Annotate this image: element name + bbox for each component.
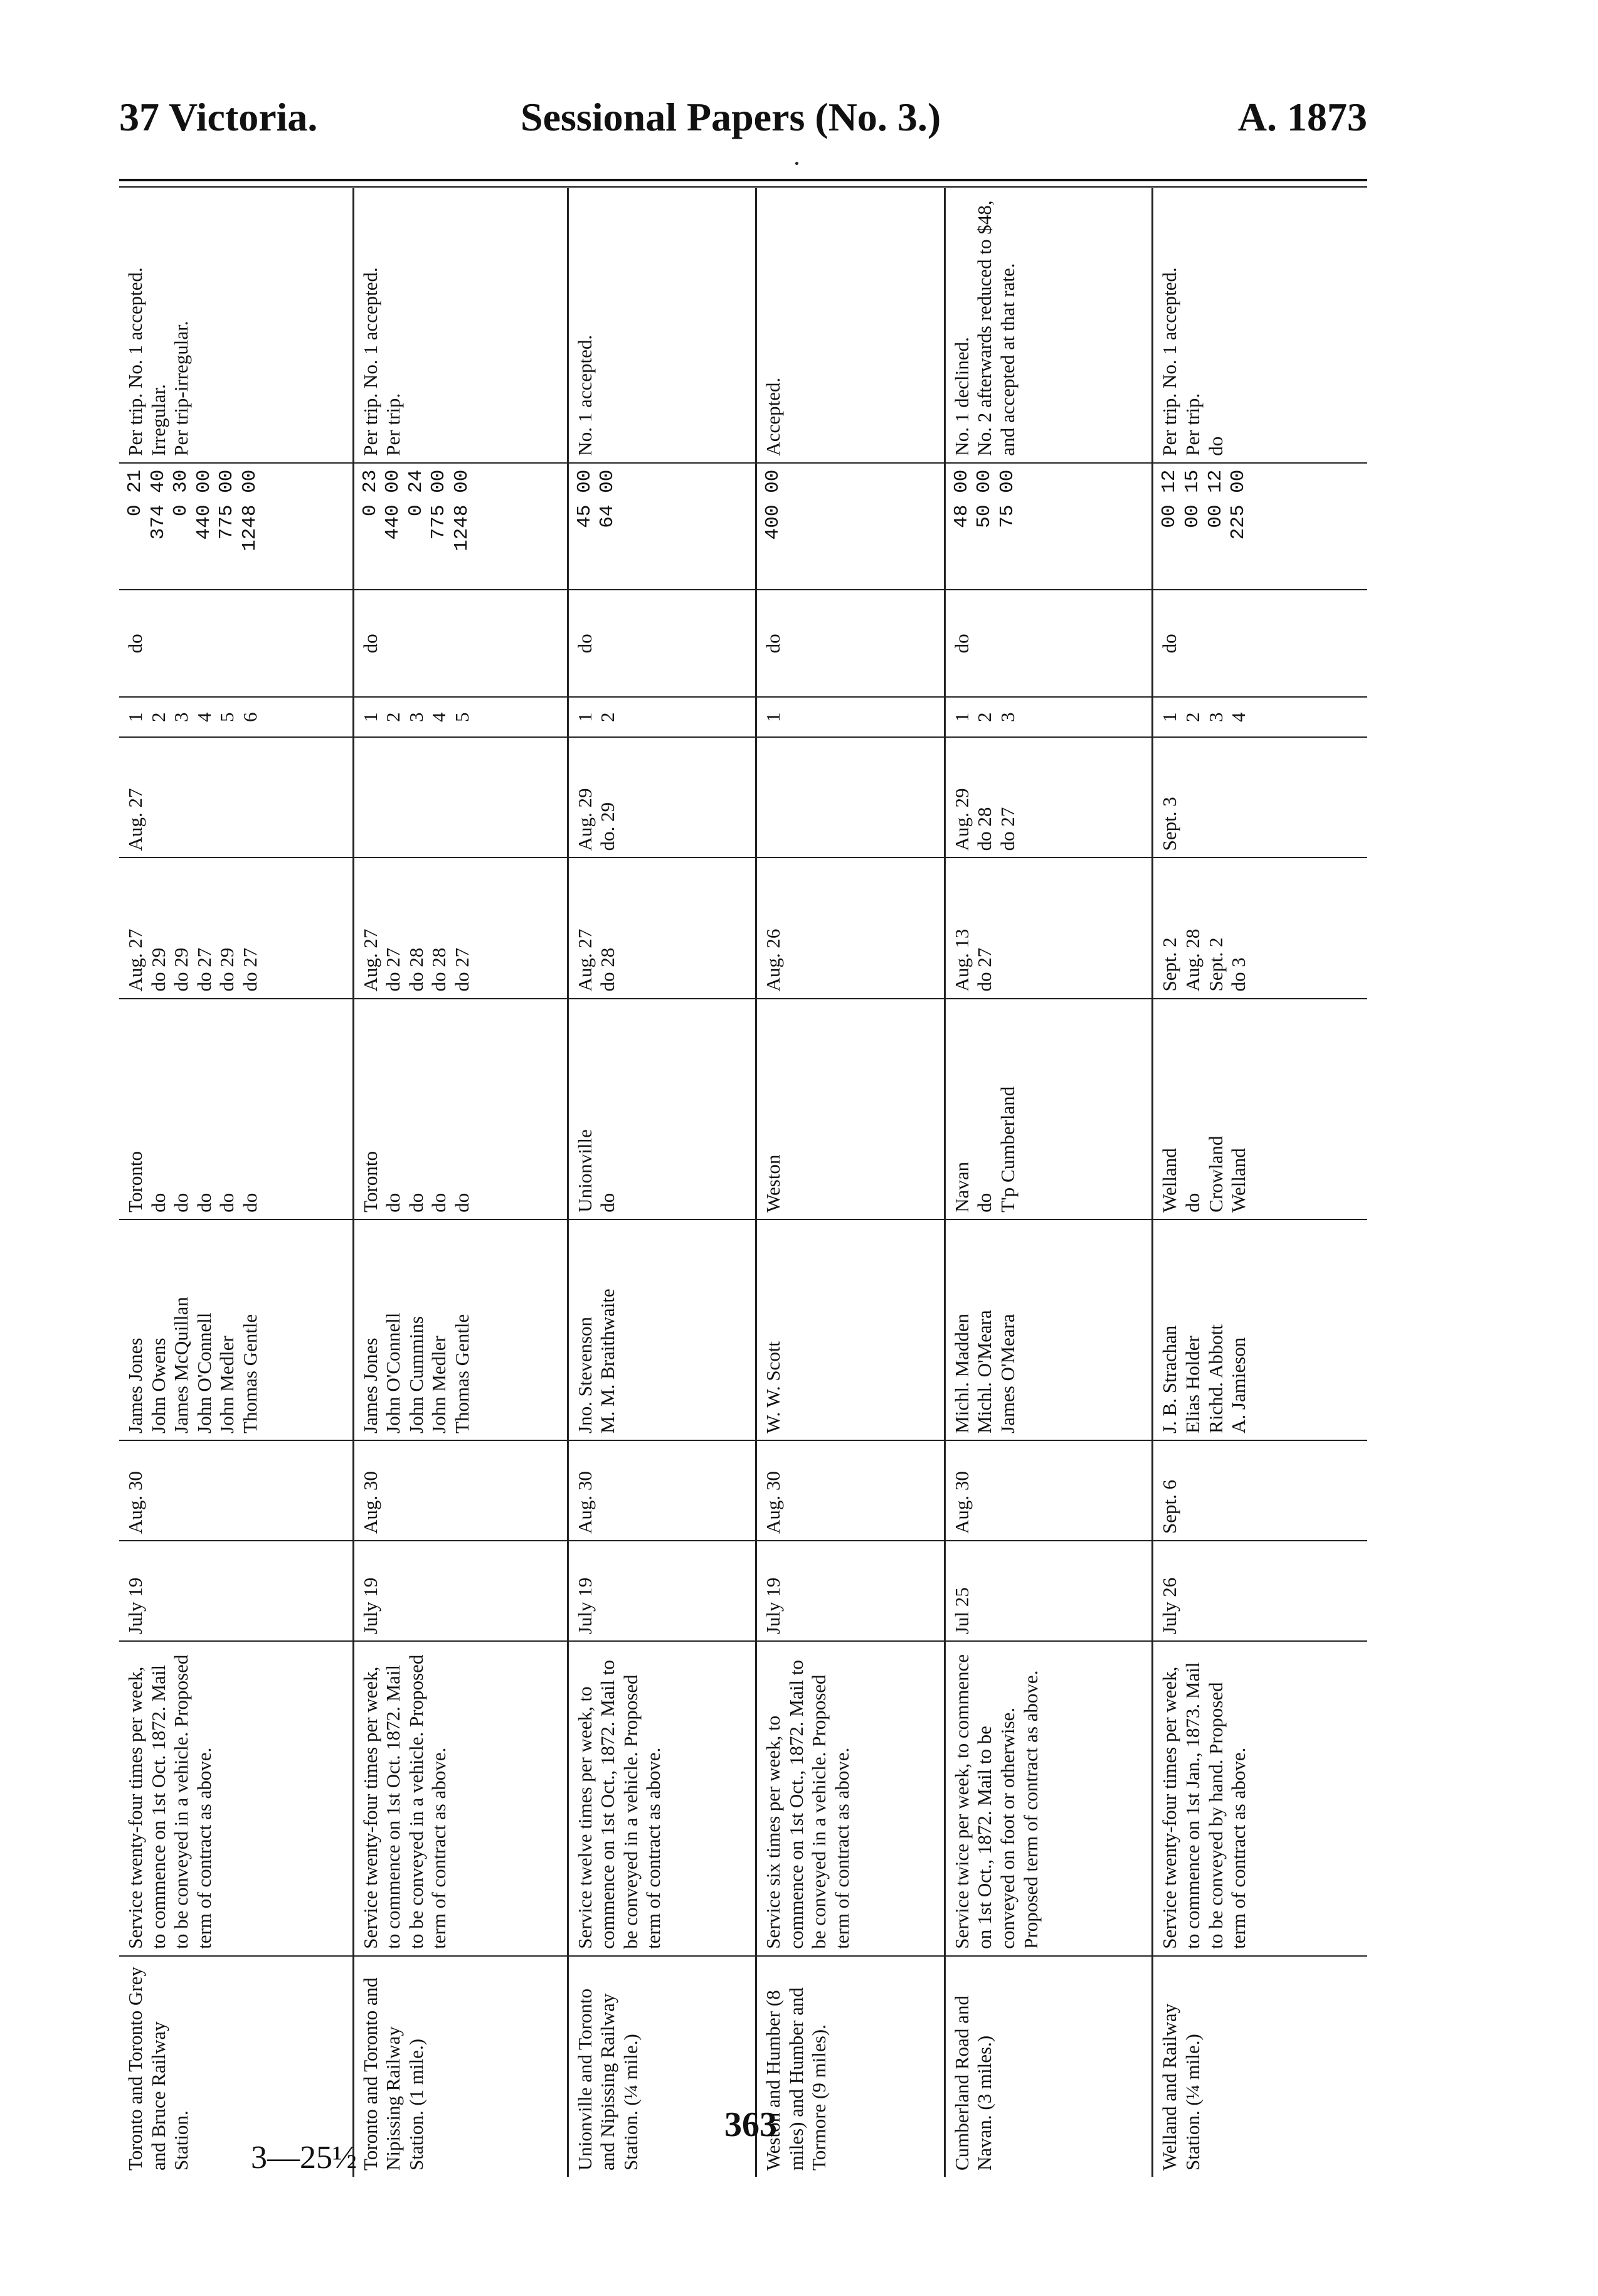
tenderers-cell-item: James McQuillan — [170, 1297, 193, 1433]
received-cell — [945, 737, 1153, 858]
places-cell — [119, 999, 353, 1220]
received-cell-item: do. 29 — [596, 802, 619, 851]
route-cell — [1153, 1956, 1367, 2177]
advertised-to-cell — [756, 1440, 945, 1541]
places-cell-item: do — [405, 1193, 427, 1213]
number-cell-item: 2 — [382, 712, 405, 722]
advertised-to-cell-text: Aug. 30 — [124, 1471, 146, 1534]
amount-cell — [756, 463, 945, 590]
number-cell — [1153, 697, 1367, 737]
places-cell-item: do — [428, 1193, 450, 1213]
places-cell — [353, 999, 568, 1220]
places-cell-item: do — [193, 1193, 215, 1213]
amount-cell-item: 440 00 — [193, 469, 215, 540]
places-cell-item: do — [170, 1193, 193, 1213]
basis-cell — [353, 590, 568, 697]
places-cell-item: do — [216, 1193, 238, 1213]
number-cell-item: 6 — [238, 712, 261, 722]
tenderers-cell-item: Michl. O'Meara — [973, 1310, 996, 1433]
basis-cell — [568, 590, 756, 697]
remarks-cell — [119, 188, 353, 463]
tenderers-cell-item: John O'Connell — [382, 1312, 405, 1433]
amount-cell-item: 225 00 — [1227, 469, 1250, 540]
remarks-cell-item: Per trip. No. 1 accepted. — [124, 267, 146, 456]
number-cell-item: 3 — [405, 712, 427, 722]
service-cell — [945, 1641, 1153, 1956]
advertised-to-cell-text: Aug. 30 — [950, 1471, 973, 1534]
advertised-from-cell — [568, 1541, 756, 1641]
route-cell-text: Toronto and Toronto and Nipissing Railway Station. (1 mile.) — [359, 1977, 427, 2171]
places-cell-item: do — [596, 1193, 619, 1213]
number-cell-item: 2 — [1182, 712, 1204, 722]
number-cell-item: 2 — [973, 712, 996, 722]
amount-cell-item: 775 00 — [216, 469, 238, 540]
advertised-to-cell-text: Aug. 30 — [762, 1471, 785, 1534]
remarks-cell-item: do — [1204, 436, 1227, 456]
table-row — [568, 188, 756, 2177]
amount-cell-item: 775 00 — [428, 469, 450, 540]
dated-cell — [756, 858, 945, 998]
tenderers-cell-item: John Cummins — [405, 1316, 427, 1433]
dated-cell-item: Aug. 13 — [950, 928, 973, 992]
advertised-to-cell — [353, 1440, 568, 1541]
table-row — [756, 188, 945, 2177]
advertised-from-cell-text: July 26 — [1158, 1577, 1181, 1635]
amount-cell — [945, 463, 1153, 590]
basis-cell — [119, 590, 353, 697]
places-cell-item: Weston — [762, 1154, 785, 1213]
places-cell-item: T'p Cumberland — [996, 1086, 1019, 1213]
number-cell-item: 1 — [359, 712, 381, 722]
dated-cell-item: do 27 — [238, 947, 261, 992]
table-row — [353, 188, 568, 2177]
places-cell-item: do — [450, 1193, 473, 1213]
tenderers-cell-item: Michl. Madden — [950, 1313, 973, 1433]
dated-cell-item: Aug. 27 — [573, 928, 596, 992]
table-row — [1153, 188, 1367, 2177]
dated-cell-item: do 27 — [193, 947, 215, 992]
tenderers-cell-item: Jno. Stevenson — [573, 1316, 596, 1433]
places-cell-item: do — [973, 1193, 996, 1213]
received-cell — [568, 737, 756, 858]
route-cell — [353, 1956, 568, 2177]
remarks-cell-item: Per trip-irregular. — [170, 321, 193, 456]
dated-cell-item: Sept. 2 — [1158, 937, 1181, 992]
places-cell-item: Unionville — [573, 1129, 596, 1213]
number-cell-item: 3 — [1204, 712, 1227, 722]
tenderers-cell — [119, 1220, 353, 1440]
received-cell-item: Aug. 27 — [124, 788, 146, 851]
service-cell — [353, 1641, 568, 1956]
table-row — [119, 188, 353, 2177]
rotated-table-area — [119, 188, 1367, 2177]
received-cell — [756, 737, 945, 858]
dated-cell-item: do 27 — [973, 947, 996, 992]
amount-cell — [568, 463, 756, 590]
number-cell — [119, 697, 353, 737]
route-cell-text: Cumberland Road and Navan. (3 miles.) — [950, 1996, 996, 2171]
dated-cell-item: Aug. 26 — [762, 928, 785, 992]
advertised-from-cell — [353, 1541, 568, 1641]
remarks-cell — [945, 188, 1153, 463]
route-cell — [756, 1956, 945, 2177]
number-cell-item: 3 — [170, 712, 193, 722]
places-cell-item: Toronto — [359, 1151, 381, 1213]
header-year: A. 1873 — [1237, 95, 1367, 139]
advertised-to-cell — [568, 1440, 756, 1541]
remarks-cell-item: Accepted. — [762, 377, 785, 456]
remarks-cell-item: No. 2 afterwards reduced to $48, and accepted at that rate. — [973, 200, 1019, 456]
number-cell-item: 1 — [124, 712, 146, 722]
remarks-cell-item: Irregular. — [147, 384, 169, 456]
number-cell — [568, 697, 756, 737]
received-cell — [1153, 737, 1367, 858]
route-cell-text: Weston and Humber (8 miles) and Humber and Tormore (9 miles). — [762, 1987, 830, 2171]
number-cell-item: 1 — [1158, 712, 1181, 722]
amount-cell-item: 0 23 — [359, 469, 381, 517]
places-cell-item: Toronto — [124, 1151, 146, 1213]
tenderers-cell-item: James O'Meara — [996, 1314, 1019, 1433]
amount-cell-item: 1248 00 — [450, 469, 473, 551]
footer-sheet-number: 3—25½ — [251, 2140, 357, 2176]
dated-cell-item: do 29 — [216, 947, 238, 992]
dated-cell — [945, 858, 1153, 998]
basis-cell-text: do — [359, 634, 381, 654]
places-cell-item: do — [382, 1193, 405, 1213]
service-cell-text: Service twelve times per week, to commence on 1st Oct., 1872. Mail to be conveyed in a vehicle. Proposed term of contract as above. — [573, 1660, 665, 1949]
header-rule-thick — [119, 179, 1367, 181]
amount-cell-item: 75 00 — [996, 469, 1019, 528]
advertised-from-cell-text: July 19 — [124, 1577, 146, 1635]
basis-cell — [945, 590, 1153, 697]
tenderers-cell — [353, 1220, 568, 1440]
basis-cell-text: do — [124, 634, 146, 654]
places-cell-item: Navan — [950, 1161, 973, 1213]
route-cell-text: Welland and Railway Station. (¼ mile.) — [1158, 2003, 1204, 2171]
advertised-to-cell-text: Aug. 30 — [573, 1471, 596, 1534]
service-cell-text: Service six times per week, to commence on 1st Oct., 1872. Mail to be conveyed in a vehicle. Proposed term of contract as above. — [762, 1660, 853, 1949]
amount-cell-item: 440 00 — [382, 469, 405, 540]
amount-cell — [119, 463, 353, 590]
remarks-cell-item: Per trip. No. 1 accepted. — [359, 267, 381, 456]
dated-cell-item: do 28 — [428, 947, 450, 992]
advertised-from-cell-text: July 19 — [359, 1577, 381, 1635]
tenderers-cell-item: John Owens — [147, 1337, 169, 1433]
places-cell-item: do — [1182, 1193, 1204, 1213]
service-cell — [119, 1641, 353, 1956]
remarks-cell-item: No. 1 accepted. — [573, 334, 596, 456]
tender-table — [119, 188, 1367, 2177]
amount-cell-item: 400 00 — [762, 469, 785, 540]
tenderers-cell-item: John O'Connell — [193, 1312, 215, 1433]
route-cell-text: Toronto and Toronto Grey and Bruce Railway Station. — [124, 1967, 193, 2171]
footer-page-number: 363 — [724, 2105, 777, 2144]
dated-cell-item: do 28 — [405, 947, 427, 992]
amount-cell-item: 45 00 — [573, 469, 596, 528]
tenderers-cell-item: John Medler — [216, 1336, 238, 1433]
received-cell-item: do 28 — [973, 807, 996, 851]
amount-cell-item: 0 30 — [170, 469, 193, 517]
service-cell — [756, 1641, 945, 1956]
dated-cell-item: do 27 — [382, 947, 405, 992]
tenderers-cell-item: John Medler — [428, 1336, 450, 1433]
tenderers-cell — [1153, 1220, 1367, 1440]
amount-cell — [353, 463, 568, 590]
advertised-to-cell — [119, 1440, 353, 1541]
header-rule-thin — [119, 186, 1367, 188]
places-cell-item: do — [238, 1193, 261, 1213]
dated-cell — [568, 858, 756, 998]
basis-cell-text: do — [573, 634, 596, 654]
number-cell-item: 4 — [193, 712, 215, 722]
dated-cell-item: do 3 — [1227, 957, 1250, 992]
basis-cell-text: do — [950, 634, 973, 654]
number-cell-item: 3 — [996, 712, 1019, 722]
amount-cell-item: 00 12 — [1158, 469, 1181, 528]
dated-cell — [119, 858, 353, 998]
header-title: Sessional Papers (No. 3.) — [521, 95, 941, 139]
amount-cell-item: 00 12 — [1204, 469, 1227, 528]
number-cell — [945, 697, 1153, 737]
advertised-from-cell-text: July 19 — [573, 1577, 596, 1635]
remarks-cell-item: Per trip. — [382, 393, 405, 456]
service-cell-text: Service twice per week, to commence on 1st Oct., 1872. Mail to be conveyed on foot or otherwise. Proposed term of contract as above. — [950, 1654, 1042, 1949]
basis-cell — [756, 590, 945, 697]
remarks-cell — [756, 188, 945, 463]
places-cell-item: Crowland — [1204, 1135, 1227, 1213]
amount-cell-item: 50 00 — [973, 469, 996, 528]
remarks-cell-item: No. 1 declined. — [950, 337, 973, 456]
number-cell — [756, 697, 945, 737]
tenderers-cell-item: W. W. Scott — [762, 1341, 785, 1433]
advertised-from-cell — [756, 1541, 945, 1641]
amount-cell-item: 00 15 — [1182, 469, 1204, 528]
remarks-cell-item: Per trip. No. 1 accepted. — [1158, 267, 1181, 456]
advertised-to-cell-text: Sept. 6 — [1158, 1479, 1181, 1534]
tenderers-cell-item: Thomas Gentle — [450, 1314, 473, 1433]
amount-cell-item: 1248 00 — [238, 469, 261, 551]
amount-cell — [1153, 463, 1367, 590]
number-cell-item: 1 — [762, 712, 785, 722]
header-session: 37 Victoria. — [119, 95, 318, 139]
dated-cell-item: do 27 — [450, 947, 473, 992]
dated-cell — [1153, 858, 1367, 998]
tenderers-cell-item: Elias Holder — [1182, 1336, 1204, 1433]
amount-cell-item: 374 40 — [147, 469, 169, 540]
number-cell-item: 5 — [450, 712, 473, 722]
tenderers-cell-item: James Jones — [359, 1337, 381, 1433]
number-cell — [353, 697, 568, 737]
tenderers-cell-item: Thomas Gentle — [238, 1314, 261, 1433]
tenderers-cell-item: A. Jamieson — [1227, 1337, 1250, 1433]
advertised-to-cell-text: Aug. 30 — [359, 1471, 381, 1534]
received-cell-item: Sept. 3 — [1158, 797, 1181, 851]
places-cell — [756, 999, 945, 1220]
rotated-table — [119, 188, 1367, 2177]
amount-cell-item: 0 24 — [405, 469, 427, 517]
number-cell-item: 1 — [950, 712, 973, 722]
remarks-cell-item: Per trip. — [1182, 393, 1204, 456]
number-cell-item: 1 — [573, 712, 596, 722]
page-header — [119, 94, 1367, 151]
basis-cell-text: do — [762, 634, 785, 654]
dated-cell-item: Sept. 2 — [1204, 937, 1227, 992]
tenderers-cell-item: M. M. Braithwaite — [596, 1289, 619, 1433]
advertised-to-cell — [945, 1440, 1153, 1541]
tenderers-cell — [756, 1220, 945, 1440]
tenderers-cell-item: Richd. Abbott — [1204, 1324, 1227, 1433]
number-cell-item: 2 — [596, 712, 619, 722]
route-cell — [945, 1956, 1153, 2177]
remarks-cell — [1153, 188, 1367, 463]
advertised-from-cell — [119, 1541, 353, 1641]
dated-cell-item: do 28 — [596, 947, 619, 992]
service-cell — [1153, 1641, 1367, 1956]
service-cell-text: Service twenty-four times per week, to commence on 1st Oct. 1872. Mail to be conveyed in a vehicle. Proposed term of contract as above. — [359, 1654, 450, 1949]
tenderers-cell-item: J. B. Strachan — [1158, 1325, 1181, 1433]
dated-cell — [353, 858, 568, 998]
basis-cell-text: do — [1158, 634, 1181, 654]
amount-cell-item: 0 21 — [124, 469, 146, 517]
remarks-cell — [353, 188, 568, 463]
advertised-from-cell — [1153, 1541, 1367, 1641]
received-cell-item: do 27 — [996, 807, 1019, 851]
received-cell — [353, 737, 568, 858]
advertised-from-cell-text: July 19 — [762, 1577, 785, 1635]
places-cell-item: Welland — [1158, 1148, 1181, 1213]
number-cell-item: 4 — [428, 712, 450, 722]
route-cell-text: Unionville and Toronto and Nipissing Railway Station. (¼ mile.) — [573, 1988, 642, 2171]
service-cell-text: Service twenty-four times per week, to commence on 1st Oct. 1872. Mail to be conveyed in a vehicle. Proposed term of contract as above. — [124, 1654, 215, 1949]
tenderers-cell-item: James Jones — [124, 1337, 146, 1433]
advertised-from-cell — [945, 1541, 1153, 1641]
dated-cell-item: do 29 — [147, 947, 169, 992]
number-cell-item: 5 — [216, 712, 238, 722]
advertised-from-cell-text: Jul 25 — [950, 1587, 973, 1635]
tenderers-cell — [568, 1220, 756, 1440]
dated-cell-item: Aug. 27 — [124, 928, 146, 992]
places-cell — [1153, 999, 1367, 1220]
places-cell-item: do — [147, 1193, 169, 1213]
advertised-to-cell — [1153, 1440, 1367, 1541]
received-cell — [119, 737, 353, 858]
received-cell-item: Aug. 29 — [573, 788, 596, 851]
places-cell — [945, 999, 1153, 1220]
stray-mark — [795, 162, 798, 165]
number-cell-item: 2 — [147, 712, 169, 722]
dated-cell-item: do 29 — [170, 947, 193, 992]
service-cell — [568, 1641, 756, 1956]
places-cell-item: Welland — [1227, 1148, 1250, 1213]
amount-cell-item: 64 00 — [596, 469, 619, 528]
number-cell-item: 4 — [1227, 712, 1250, 722]
amount-cell-item: 48 00 — [950, 469, 973, 528]
table-row — [945, 188, 1153, 2177]
remarks-cell — [568, 188, 756, 463]
service-cell-text: Service twenty-four times per week, to commence on 1st Jan., 1873. Mail to be conveyed by hand. Proposed term of contract as above. — [1158, 1662, 1250, 1949]
dated-cell-item: Aug. 28 — [1182, 928, 1204, 992]
tenderers-cell — [945, 1220, 1153, 1440]
dated-cell-item: Aug. 27 — [359, 928, 381, 992]
basis-cell — [1153, 590, 1367, 697]
places-cell — [568, 999, 756, 1220]
received-cell-item: Aug. 29 — [950, 788, 973, 851]
